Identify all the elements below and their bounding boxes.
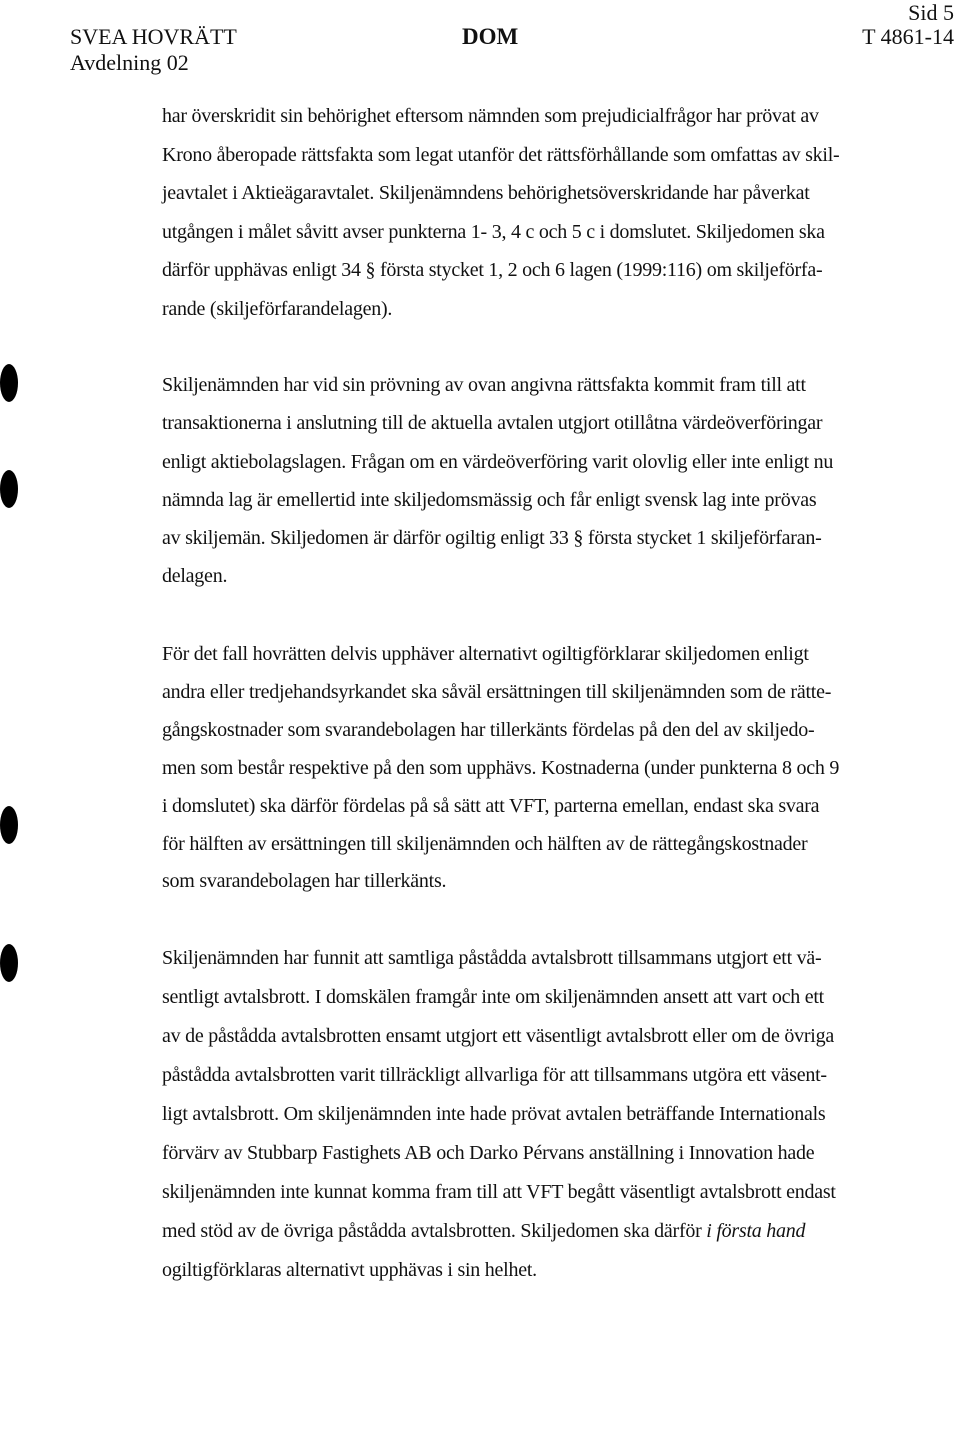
text-line: Skiljenämnden har vid sin prövning av ovan angivna rättsfakta kommit fram till att [162, 374, 806, 396]
text-line: skiljenämnden inte kunnat komma fram till att VFT begått väsentligt avtalsbrott endast [162, 1181, 836, 1203]
emphasis-text: i första hand [706, 1220, 806, 1242]
paragraph-costs [162, 636, 932, 901]
text-line: sentligt avtalsbrott. I domskälen framgår inte om skiljenämnden ansett att vart och ett [162, 986, 824, 1008]
text-line: utgången i målet såvitt avser punkterna 1- 3, 4 c och 5 c i domslutet. Skiljedomen ska [162, 220, 825, 243]
text-line: förvärv av Stubbarp Fastighets AB och Darko Pérvans anställning i Innovation hade [162, 1142, 815, 1164]
text-line: därför upphävas enligt 34 § första stycket 1, 2 och 6 lagen (1999:116) om skiljeförfa- [162, 259, 823, 281]
court-name: SVEA HOVRÄTT [70, 24, 237, 49]
text-line: För det fall hovrätten delvis upphäver alternativt ogiltigförklarar skiljedomen enligt [162, 643, 809, 665]
text-line: ogiltigförklaras alternativt upphävas i sin helhet. [162, 1259, 537, 1281]
text-line: rande (skiljeförfarandelagen). [162, 297, 393, 320]
text-line: jeavtalet i Aktieägaravtalet. Skiljenämndens behörighetsöverskridande har påverkat [162, 182, 810, 204]
text-line: för hälften av ersättningen till skiljenämnden och hälften av de rättegångskostnader [162, 832, 808, 855]
paragraph-material-breach [162, 939, 932, 1290]
text-line: nämnda lag är emellertid inte skiljedomsmässig och får enligt svensk lag inte prövas [162, 488, 817, 511]
text-segment: med stöd av de övriga påstådda avtalsbrotten. Skiljedomen ska därför [162, 1220, 707, 1242]
punch-hole-mark [0, 806, 18, 844]
text-line: av skiljemän. Skiljedomen är därför ogiltig enligt 33 § första stycket 1 skiljeförfaran- [162, 527, 822, 550]
text-line: gångskostnader som svarandebolagen har tillerkänts fördelas på den del av skiljedo- [162, 718, 815, 741]
paragraph-arbitrability [162, 366, 932, 596]
punch-hole-mark [0, 364, 18, 402]
text-line: Skiljenämnden har funnit att samtliga påstådda avtalsbrott tillsammans utgjort ett vä- [162, 947, 822, 969]
paragraph-jurisdiction [162, 97, 932, 328]
text-line: i domslutet) ska därför fördelas på så sätt att VFT, parterna emellan, endast ska svara [162, 794, 820, 817]
text-line: har överskridit sin behörighet eftersom nämnden som prejudicialfrågor har prövat av [162, 105, 819, 127]
division-name: Avdelning 02 [70, 50, 189, 75]
punch-hole-mark [0, 470, 18, 508]
case-number: T 4861-14 [862, 24, 954, 49]
punch-hole-mark [0, 944, 18, 982]
text-line: delagen. [162, 565, 228, 588]
text-line: som svarandebolagen har tillerkänts. [162, 870, 447, 893]
text-line: men som består respektive på den som upphävs. Kostnaderna (under punkterna 8 och 9 [162, 756, 840, 779]
text-line: enligt aktiebolagslagen. Frågan om en värdeöverföring varit olovlig eller inte enligt nu [162, 450, 834, 473]
text-line: Krono åberopade rättsfakta som legat utanför det rättsförhållande som omfattas av skil- [162, 143, 840, 166]
document-type: DOM [462, 24, 519, 49]
text-line: andra eller tredjehandsyrkandet ska såväl ersättningen till skiljenämnden som de rätte- [162, 680, 832, 703]
text-line-with-emphasis [162, 1212, 932, 1251]
text-line: av de påstådda avtalsbrotten ensamt utgjort ett väsentligt avtalsbrott eller om de övriga [162, 1025, 834, 1047]
page-number: Sid 5 [908, 0, 954, 25]
text-line: transaktionerna i anslutning till de aktuella avtalen utgjort otillåtna värdeöverföringar [162, 412, 823, 435]
text-line: påstådda avtalsbrotten varit tillräckligt allvarliga för att tillsammans utgöra ett väsent- [162, 1064, 827, 1086]
text-line: ligt avtalsbrott. Om skiljenämnden inte hade prövat avtalen beträffande Internationals [162, 1103, 826, 1125]
